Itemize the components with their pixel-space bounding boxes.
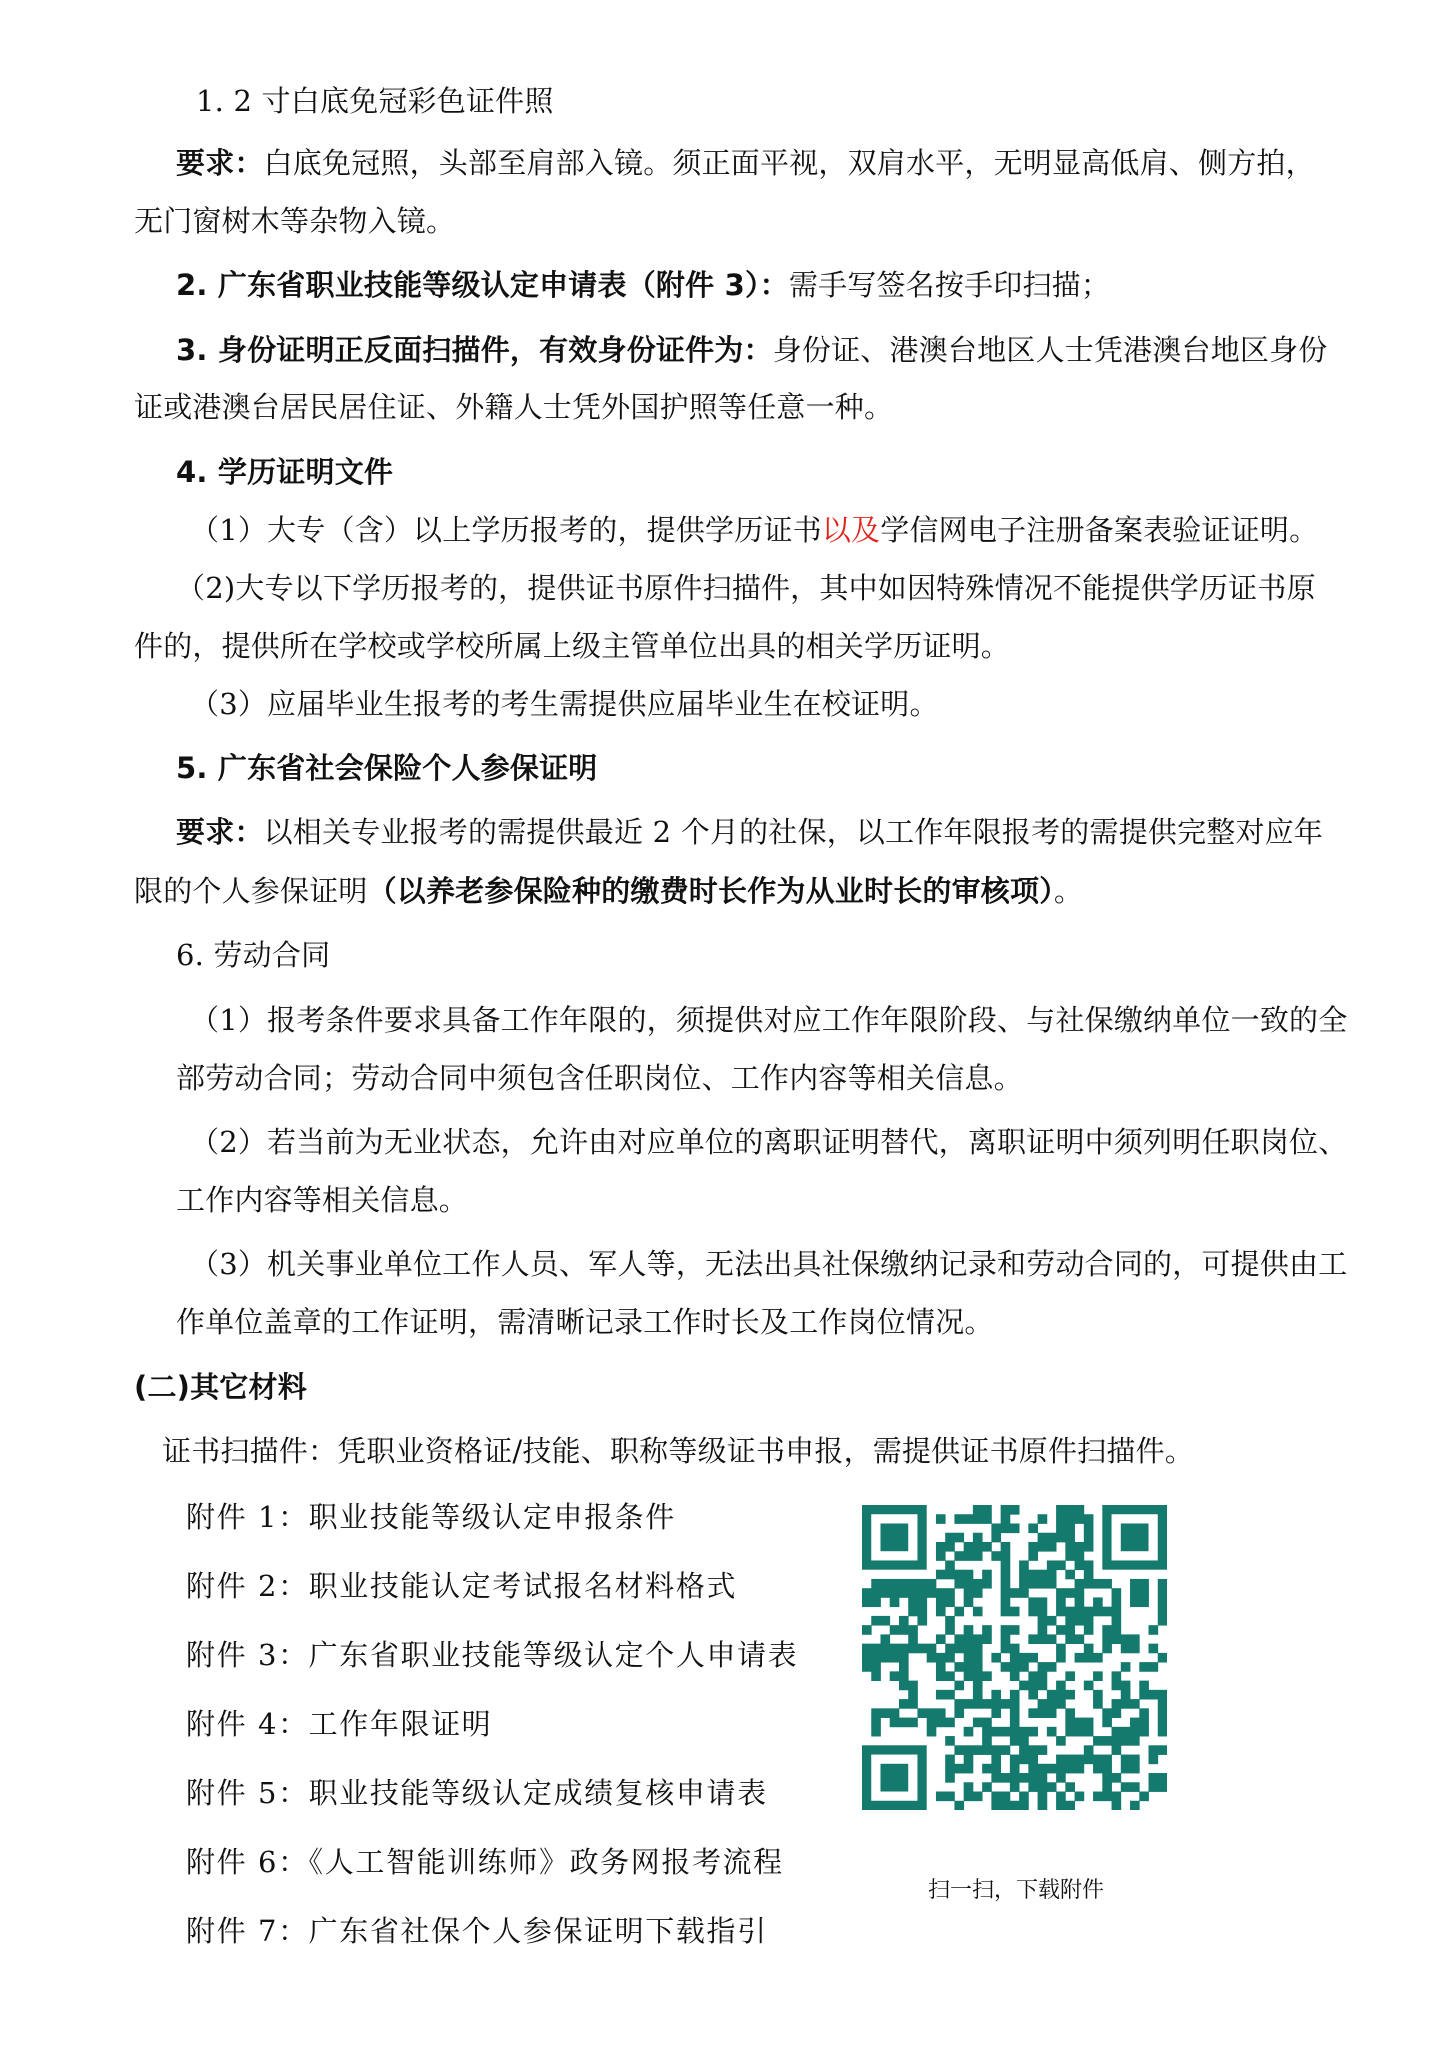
section-6-item-1-cont: 部劳动合同；劳动合同中须包含任职岗位、工作内容等相关信息。 (176, 1061, 1023, 1095)
section-1-title: 1. 2 寸白底免冠彩色证件照 (196, 84, 554, 118)
section-2-text: 需手写签名按手印扫描； (788, 268, 1111, 302)
section-1-requirement-cont: 无门窗树木等杂物入镜。 (134, 204, 456, 238)
requirement-label: 要求： (176, 815, 264, 849)
section-2 (176, 265, 1110, 305)
qr-code[interactable] (862, 1505, 1167, 1810)
attachment-7: 附件 7：广东省社保个人参保证明下载指引 (186, 1914, 768, 1948)
section-3-title: 3. 身份证明正反面扫描件，有效身份证件为： (176, 333, 773, 367)
section-2-title: 2. 广东省职业技能等级认定申请表（附件 3）： (176, 268, 789, 302)
qr-caption: 扫一扫，下载附件 (928, 1878, 1105, 1903)
highlight-text: 以及 (821, 513, 881, 547)
section-6-title: 6. 劳动合同 (176, 938, 331, 972)
section-3-cont: 证或港澳台居民居住证、外籍人士凭外国护照等任意一种。 (134, 390, 894, 424)
section-4-item-1 (190, 510, 1318, 550)
requirement-end: 。 (1053, 874, 1084, 908)
section-4-item-2-cont: 件的，提供所在学校或学校所属上级主管单位出具的相关学历证明。 (134, 629, 1011, 663)
requirement-emphasis: （以养老参保险种的缴费时长作为从业时长的审核项） (367, 874, 1054, 908)
item-text: （1）大专（含）以上学历报考的，提供学历证书 (190, 513, 822, 547)
section-6-item-3-cont: 作单位盖章的工作证明，需清晰记录工作时长及工作岗位情况。 (176, 1305, 994, 1339)
section-4-item-3: （3）应届毕业生报考的考生需提供应届毕业生在校证明。 (190, 687, 939, 721)
requirement-text: 限的个人参保证明 (134, 874, 368, 908)
other-materials-title: (二)其它材料 (134, 1370, 307, 1404)
requirement-text: 白底免冠照，头部至肩部入镜。须正面平视，双肩水平，无明显高低肩、侧方拍， (263, 146, 1315, 180)
attachment-1: 附件 1：职业技能等级认定申报条件 (186, 1500, 676, 1534)
section-6-item-3: （3）机关事业单位工作人员、军人等，无法出具社保缴纳记录和劳动合同的，可提供由工 (190, 1247, 1348, 1281)
section-5-requirement-cont (134, 871, 1083, 911)
attachment-6: 附件 6：《人工智能训练师》政务网报考流程 (186, 1845, 784, 1879)
requirement-text: 以相关专业报考的需提供最近 2 个月的社保，以工作年限报考的需提供完整对应年 (263, 815, 1324, 849)
section-6-item-1: （1）报考条件要求具备工作年限的，须提供对应工作年限阶段、与社保缴纳单位一致的全 (190, 1003, 1348, 1037)
attachment-2: 附件 2：职业技能认定考试报名材料格式 (186, 1569, 738, 1603)
section-5-requirement (176, 812, 1323, 852)
attachment-5: 附件 5：职业技能等级认定成绩复核申请表 (186, 1776, 768, 1810)
section-3 (176, 330, 1328, 370)
section-6-item-2-cont: 工作内容等相关信息。 (176, 1183, 469, 1217)
item-text: 学信网电子注册备案表验证证明。 (880, 513, 1319, 547)
section-1-requirement (176, 143, 1315, 183)
section-3-text: 身份证、港澳台地区人士凭港澳台地区身份 (772, 333, 1328, 367)
other-materials-text: 证书扫描件：凭职业资格证/技能、职称等级证书申报，需提供证书原件扫描件。 (162, 1434, 1194, 1468)
section-4-title: 4. 学历证明文件 (176, 455, 394, 489)
section-6-item-2: （2）若当前为无业状态，允许由对应单位的离职证明替代，离职证明中须列明任职岗位、 (190, 1125, 1348, 1159)
section-4-item-2: （2)大专以下学历报考的，提供证书原件扫描件，其中如因特殊情况不能提供学历证书原 (176, 571, 1316, 605)
attachment-3: 附件 3：广东省职业技能等级认定个人申请表 (186, 1638, 799, 1672)
requirement-label: 要求： (176, 146, 264, 180)
qr-code-image (862, 1505, 1167, 1810)
attachment-4: 附件 4：工作年限证明 (186, 1707, 493, 1741)
section-5-title: 5. 广东省社会保险个人参保证明 (176, 751, 598, 785)
